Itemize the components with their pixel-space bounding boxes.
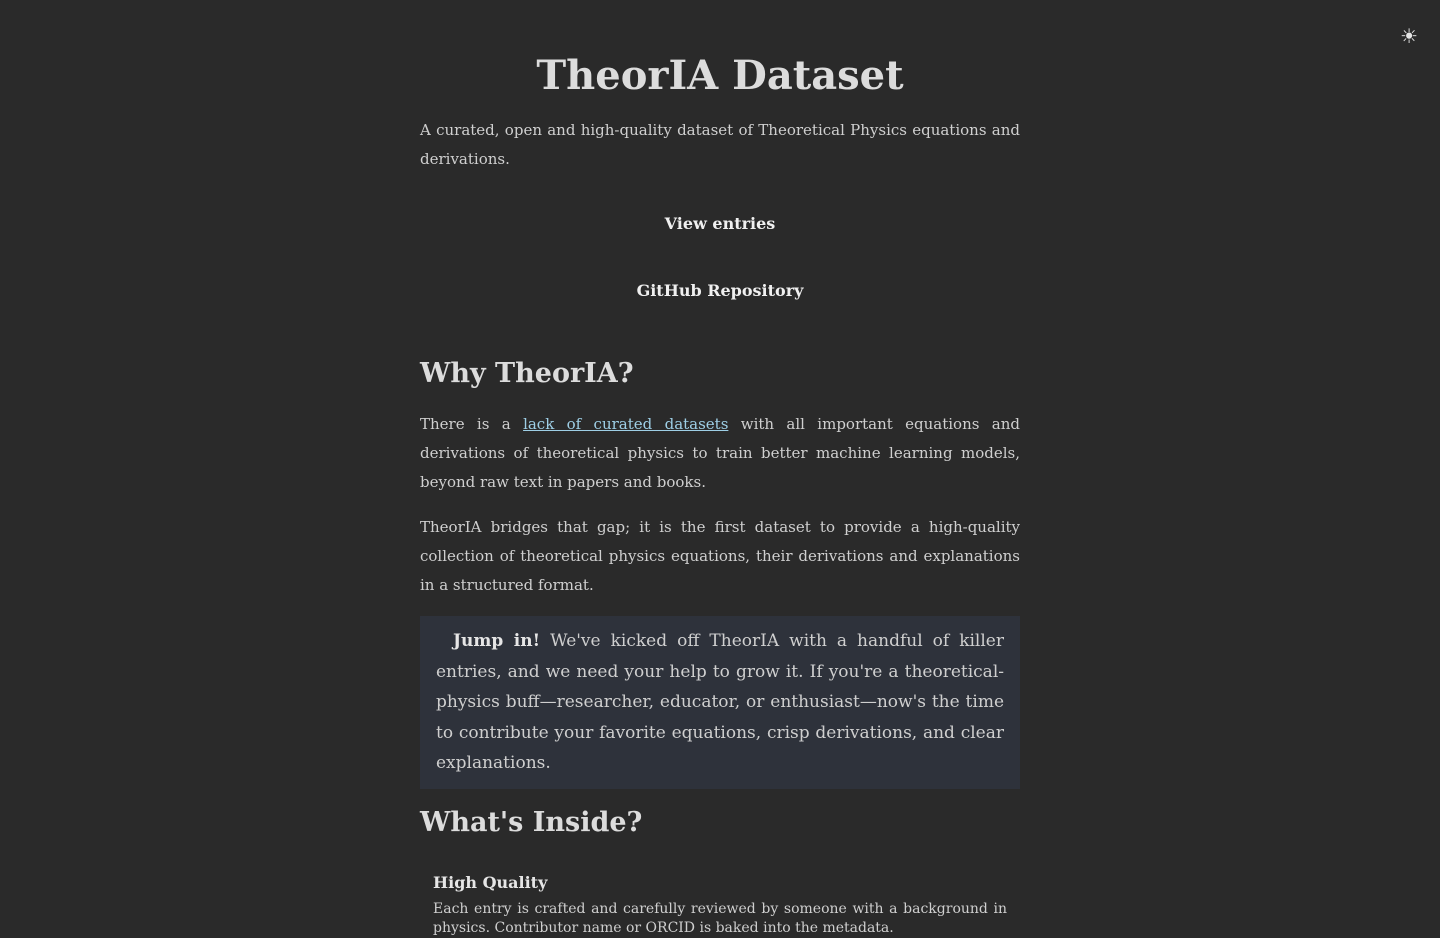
why-heading: Why TheorIA? [420,358,634,389]
page-subtitle: A curated, open and high-quality dataset of Theoretical Physics equations and derivations. [420,121,1020,168]
callout-lead: Jump in! [453,631,541,652]
feature-title: High Quality [433,873,548,893]
github-repository-button[interactable]: GitHub Repository [636,281,804,300]
page-title: TheorIA Dataset [536,52,904,99]
curated-datasets-link[interactable]: lack of curated datasets [523,415,729,434]
feature-text: Each entry is crafted and carefully reviewed by someone with a background in physics. Contributor name or ORCID is baked into the metadata. [433,901,1007,937]
main-content [420,0,1020,938]
jump-in-callout [420,616,1020,789]
view-entries-button[interactable]: View entries [664,214,776,233]
why-p1-text-after: with all important equations and derivations of theoretical physics to train better machine learning models, beyond raw text in papers and books. [420,415,1020,492]
sun-icon[interactable]: ☀ [1400,24,1418,48]
feature-high-quality [420,873,1020,938]
why-paragraph-1 [420,410,1020,497]
why-paragraph-2: TheorIA bridges that gap; it is the first dataset to provide a high-quality collection of theoretical physics equations, their derivations and explanations in a structured format. [420,518,1020,595]
inside-heading: What's Inside? [420,806,643,838]
why-p1-text-before: There is a [420,415,524,434]
callout-text: We've kicked off TheorIA with a handful of killer entries, and we need your help to grow it. If you're a theoretical-physics buff—researcher, educator, or enthusiast—now's the time to contribute your favorite equations, crisp derivations, and clear explanations. [436,631,1004,774]
